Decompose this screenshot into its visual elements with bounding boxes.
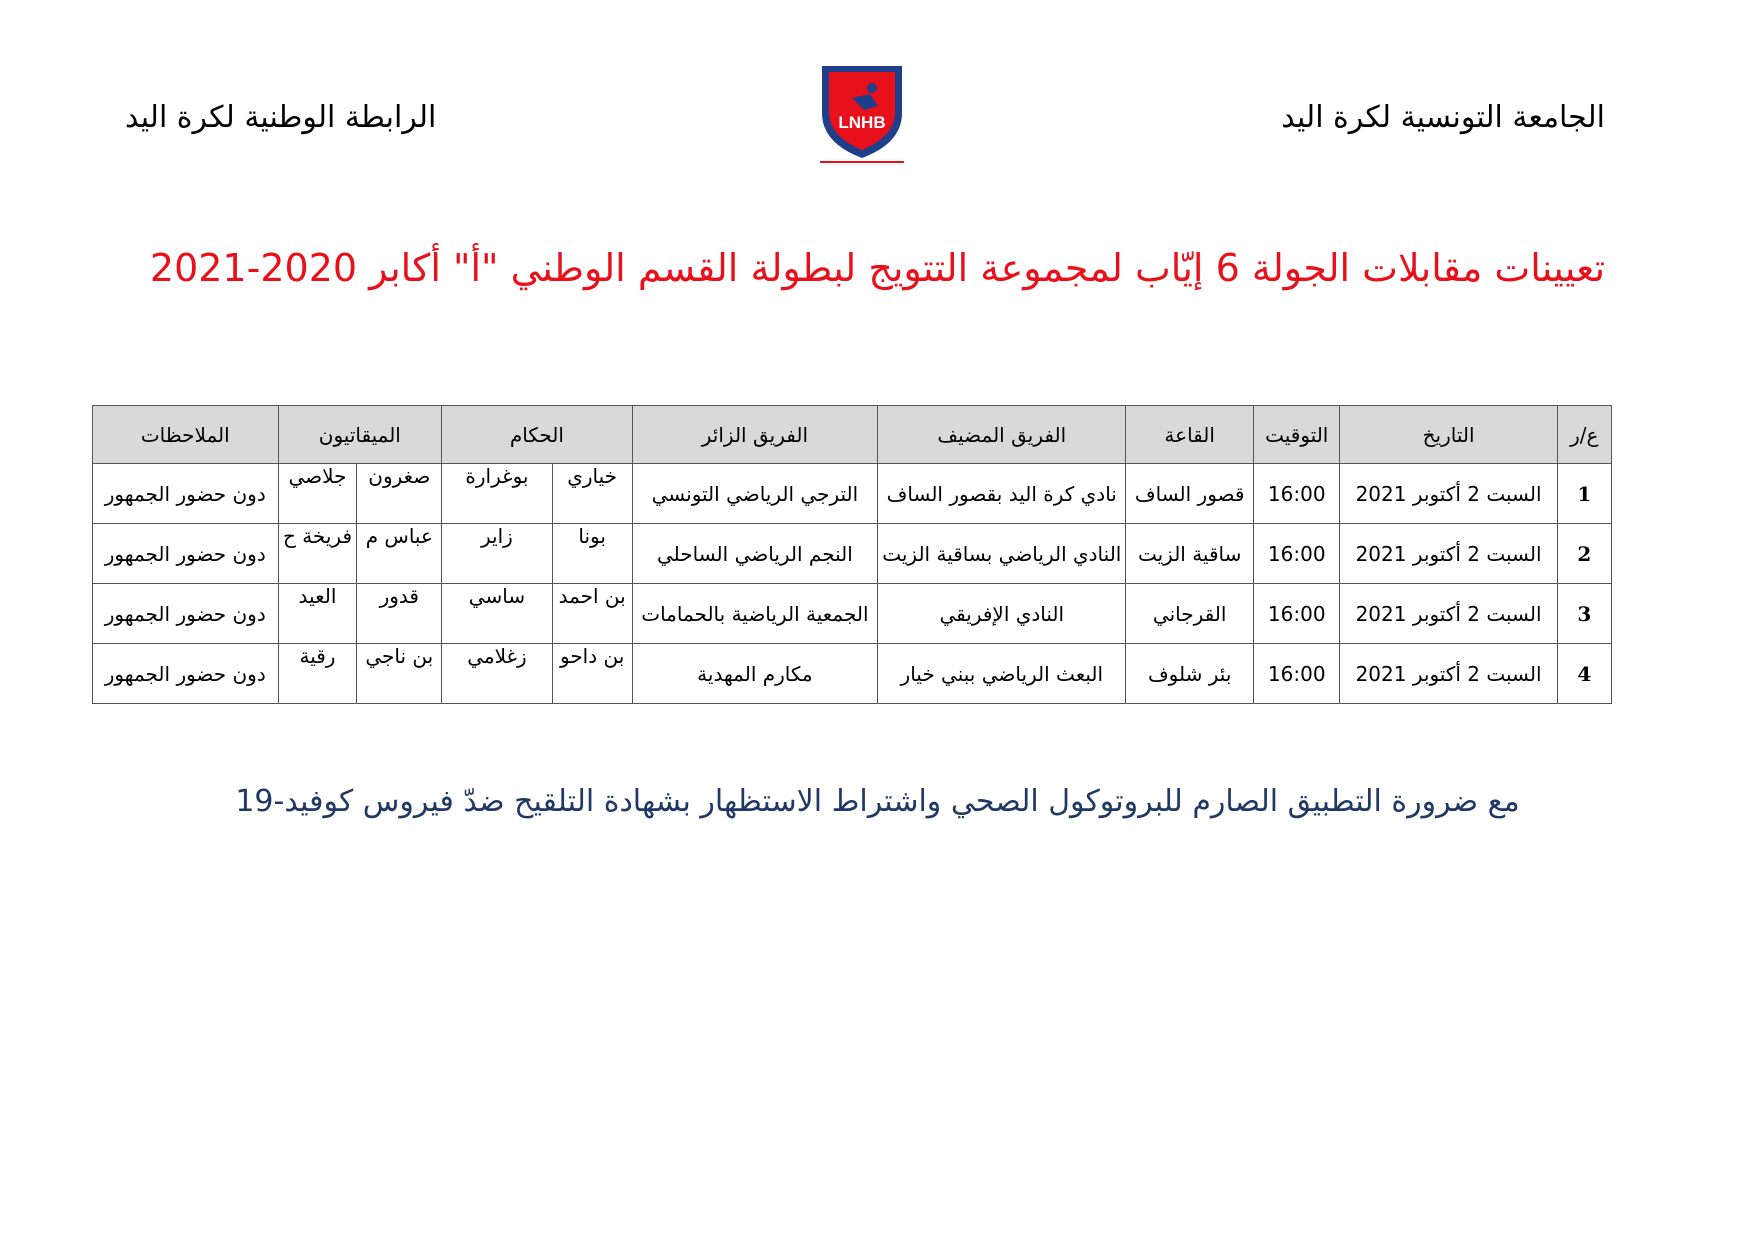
row-home: النادي الإفريقي [878,584,1126,644]
row-venue: ساقية الزيت [1126,524,1254,584]
row-away: مكارم المهدية [632,644,878,704]
row-referee-2: بوغرارة [442,464,553,524]
header-date: التاريخ [1340,406,1557,464]
header-num: ع/ر [1557,406,1611,464]
row-referee-2: زغلامي [442,644,553,704]
row-date: السبت 2 أكتوبر 2021 [1340,644,1557,704]
row-time: 16:00 [1254,644,1340,704]
row-date: السبت 2 أكتوبر 2021 [1340,524,1557,584]
row-away: الترجي الرياضي التونسي [632,464,878,524]
table-row [93,524,1612,584]
row-time: 16:00 [1254,524,1340,584]
logo-text: LNHB [838,113,886,132]
table-header-row [93,406,1612,464]
federation-name: الجامعة التونسية لكرة اليد [1281,100,1605,135]
table-row [93,644,1612,704]
row-venue: القرجاني [1126,584,1254,644]
row-notes: دون حضور الجمهور [93,524,279,584]
row-referee-1: بن داحو [552,644,632,704]
row-timekeeper-2: جلاصي [278,464,357,524]
row-num: 1 [1557,464,1611,524]
row-date: السبت 2 أكتوبر 2021 [1340,584,1557,644]
row-num: 3 [1557,584,1611,644]
row-date: السبت 2 أكتوبر 2021 [1340,464,1557,524]
row-timekeeper-1: صغرون [357,464,442,524]
header-home: الفريق المضيف [878,406,1126,464]
header-notes: الملاحظات [93,406,279,464]
row-notes: دون حضور الجمهور [93,644,279,704]
header-timekeepers: الميقاتيون [278,406,442,464]
header-venue: القاعة [1126,406,1254,464]
row-time: 16:00 [1254,584,1340,644]
row-referee-1: بن احمد [552,584,632,644]
table-row [93,584,1612,644]
row-referee-2: زاير [442,524,553,584]
row-away: النجم الرياضي الساحلي [632,524,878,584]
row-home: البعث الرياضي ببني خيار [878,644,1126,704]
lnhb-logo [812,58,912,168]
row-num: 4 [1557,644,1611,704]
covid-protocol-note: مع ضرورة التطبيق الصارم للبروتوكول الصحي واشتراط الاستظهار بشهادة التلقيح ضدّ فيروس كوفيد-19 [235,784,1520,819]
row-timekeeper-1: عباس م [357,524,442,584]
header-time: التوقيت [1254,406,1340,464]
row-num: 2 [1557,524,1611,584]
row-referee-1: بونا [552,524,632,584]
header-away: الفريق الزائر [632,406,878,464]
league-name: الرابطة الوطنية لكرة اليد [125,100,437,135]
row-notes: دون حضور الجمهور [93,464,279,524]
row-timekeeper-1: قدور [357,584,442,644]
row-venue: بئر شلوف [1126,644,1254,704]
row-notes: دون حضور الجمهور [93,584,279,644]
schedule-table [92,405,1612,704]
row-time: 16:00 [1254,464,1340,524]
row-home: نادي كرة اليد بقصور الساف [878,464,1126,524]
row-timekeeper-2: العيد [278,584,357,644]
row-timekeeper-1: بن ناجي [357,644,442,704]
table-row [93,464,1612,524]
row-timekeeper-2: فريخة ح [278,524,357,584]
row-referee-1: خياري [552,464,632,524]
page-title: تعيينات مقابلات الجولة 6 إيّاب لمجموعة التتويج لبطولة القسم الوطني "أ" أكابر 2020-2021 [149,246,1606,290]
row-venue: قصور الساف [1126,464,1254,524]
row-referee-2: ساسي [442,584,553,644]
row-away: الجمعية الرياضية بالحمامات [632,584,878,644]
row-home: النادي الرياضي بساقية الزيت [878,524,1126,584]
row-timekeeper-2: رقية [278,644,357,704]
header-referees: الحكام [442,406,632,464]
